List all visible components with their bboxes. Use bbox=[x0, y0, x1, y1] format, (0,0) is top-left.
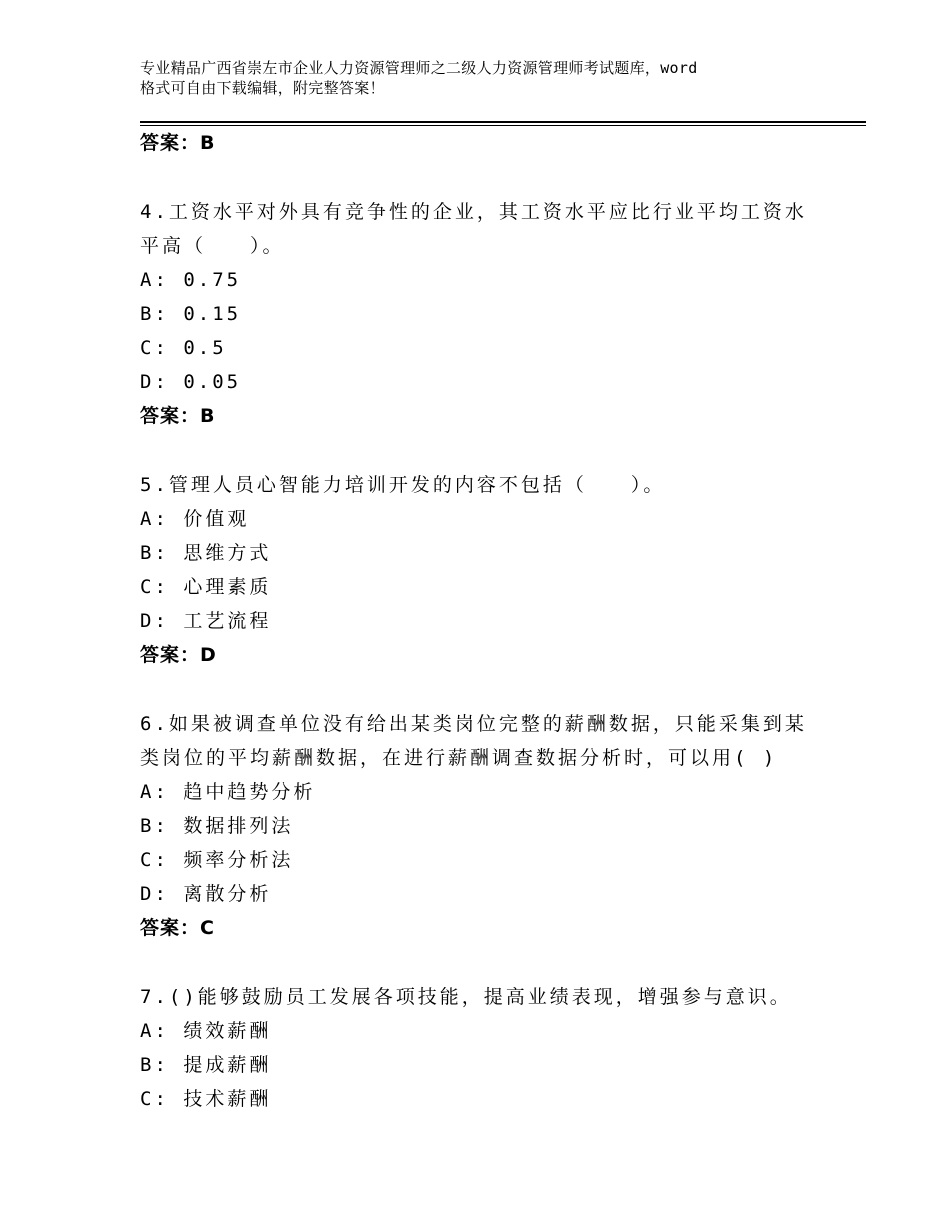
question-5-line-1: 5.管理人员心智能力培训开发的内容不包括（ ）。 bbox=[140, 474, 666, 496]
header-line-1: 专业精品广西省崇左市企业人力资源管理师之二级人力资源管理师考试题库，word bbox=[140, 59, 698, 77]
question-4-line-2: 平高（ ）。 bbox=[140, 235, 285, 257]
question-4-line-1: 4.工资水平对外具有竞争性的企业，其工资水平应比行业平均工资水 bbox=[140, 201, 807, 223]
answer-q6: 答案：C bbox=[140, 917, 215, 939]
q6-option-b: B: 数据排列法 bbox=[140, 815, 294, 837]
q6-option-c: C: 频率分析法 bbox=[140, 849, 294, 871]
q7-option-b: B: 提成薪酬 bbox=[140, 1054, 272, 1076]
document-header bbox=[140, 58, 840, 98]
question-6-line-1: 6.如果被调查单位没有给出某类岗位完整的薪酬数据，只能采集到某 bbox=[140, 713, 807, 735]
q4-option-a: A: 0.75 bbox=[140, 269, 242, 291]
answer-q5: 答案：D bbox=[140, 644, 217, 666]
q5-option-b: B: 思维方式 bbox=[140, 542, 272, 564]
q4-option-c: C: 0.5 bbox=[140, 337, 227, 359]
q6-option-d: D: 离散分析 bbox=[140, 883, 272, 905]
header-divider-thick bbox=[140, 121, 866, 123]
answer-q3: 答案：B bbox=[140, 132, 216, 154]
q4-option-b: B: 0.15 bbox=[140, 303, 242, 325]
q5-option-c: C: 心理素质 bbox=[140, 576, 272, 598]
question-6-line-2: 类岗位的平均薪酬数据，在进行薪酬调查数据分析时，可以用( ) bbox=[140, 747, 778, 769]
header-divider-thin bbox=[140, 125, 866, 126]
q5-option-d: D: 工艺流程 bbox=[140, 610, 272, 632]
question-7-line-1: 7.()能够鼓励员工发展各项技能，提高业绩表现，增强参与意识。 bbox=[140, 986, 792, 1008]
q7-option-a: A: 绩效薪酬 bbox=[140, 1020, 272, 1042]
header-line-2: 格式可自由下载编辑，附完整答案！ bbox=[140, 79, 385, 97]
q6-option-a: A: 趋中趋势分析 bbox=[140, 781, 316, 803]
q5-option-a: A: 价值观 bbox=[140, 508, 250, 530]
answer-q4: 答案：B bbox=[140, 405, 216, 427]
q4-option-d: D: 0.05 bbox=[140, 371, 242, 393]
q7-option-c: C: 技术薪酬 bbox=[140, 1088, 272, 1110]
